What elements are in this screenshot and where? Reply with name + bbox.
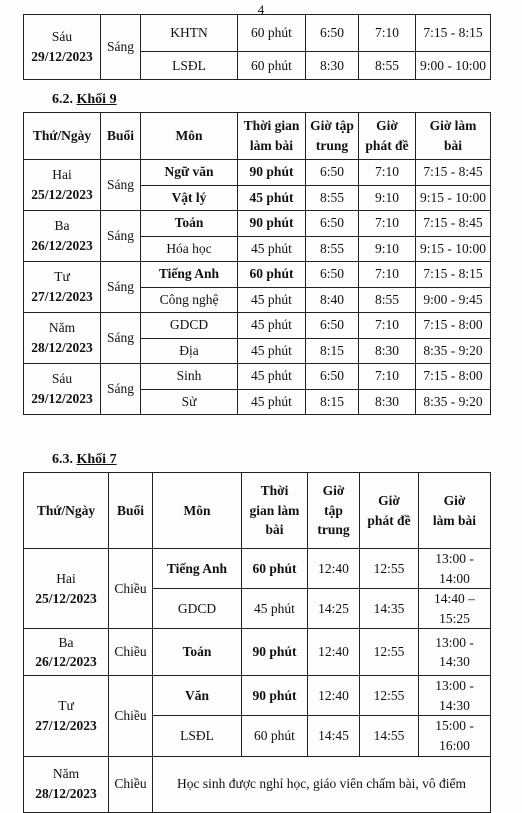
duration-cell: 90 phút: [242, 676, 308, 716]
header-subject: Môn: [141, 113, 238, 160]
duration-cell: 90 phút: [238, 160, 306, 186]
session-cell: Sáng: [101, 364, 141, 415]
subject-cell: Địa: [141, 338, 238, 364]
table-row: [24, 364, 491, 390]
day-name: Sáu: [51, 371, 73, 387]
exam-cell: 13:00 - 14:30: [419, 676, 491, 716]
day-date: 26/12/2023: [31, 238, 93, 253]
duration-cell: 45 phút: [238, 364, 306, 390]
day-date: 29/12/2023: [31, 391, 93, 406]
session-cell: Sáng: [101, 211, 141, 262]
subject-cell: GDCD: [153, 589, 242, 629]
day-name: Hai: [52, 167, 72, 183]
subject-cell: Sinh: [141, 364, 238, 390]
day-date: 28/12/2023: [35, 786, 97, 801]
issue-cell: 8:55: [359, 287, 416, 313]
subject-cell: Toán: [141, 211, 238, 237]
day-date: 26/12/2023: [35, 654, 97, 670]
exam-cell: 13:00 - 14:30: [419, 629, 491, 676]
gather-cell: 8:55: [306, 185, 359, 211]
subject-cell: Văn: [153, 676, 242, 716]
day-date: 27/12/2023: [31, 289, 93, 304]
top-schedule-table: [23, 14, 491, 80]
session-cell: Sáng: [101, 313, 141, 364]
section-heading-khoi-9: 6.2. Khối 9: [52, 92, 117, 107]
gather-cell: 8:30: [306, 52, 359, 80]
subject-cell: Ngữ văn: [141, 160, 238, 186]
gather-cell: 6:50: [306, 160, 359, 186]
gather-cell: 8:40: [306, 287, 359, 313]
header-issue: Giờ phát đề: [360, 473, 419, 549]
gather-cell: 6:50: [306, 262, 359, 288]
issue-cell: 8:30: [359, 389, 416, 415]
duration-cell: 45 phút: [238, 338, 306, 364]
gather-cell: 12:40: [308, 629, 360, 676]
table-row: [24, 676, 491, 716]
issue-cell: 12:55: [360, 629, 419, 676]
issue-cell: 8:30: [359, 338, 416, 364]
day-cell: [24, 676, 109, 756]
day-cell: [24, 211, 101, 262]
khoi-7-schedule-table: [23, 472, 491, 813]
duration-cell: 90 phút: [238, 211, 306, 237]
exam-cell: 9:00 - 9:45: [416, 287, 491, 313]
header-gather: Giờ tập trung: [306, 113, 359, 160]
section-heading-khoi-7: 6.3. Khối 7: [52, 452, 117, 467]
gather-cell: 6:50: [306, 364, 359, 390]
exam-cell: 7:15 - 8:45: [416, 211, 491, 237]
issue-cell: 9:10: [359, 185, 416, 211]
day-cell: Sáu 29/12/2023: [24, 15, 101, 80]
duration-cell: 60 phút: [238, 262, 306, 288]
day-date: 28/12/2023: [31, 340, 93, 355]
gather-cell: 6:50: [306, 15, 359, 52]
table-row: [24, 211, 491, 237]
subject-cell: Toán: [153, 629, 242, 676]
table-row: [24, 15, 491, 52]
exam-cell: 9:15 - 10:00: [416, 236, 491, 262]
header-row: [24, 473, 491, 549]
duration-cell: 60 phút: [238, 52, 306, 80]
session-cell: Sáng: [101, 15, 141, 80]
day-name: Tư: [58, 698, 74, 714]
duration-cell: 45 phút: [238, 236, 306, 262]
gather-cell: 8:55: [306, 236, 359, 262]
gather-cell: 14:45: [308, 716, 360, 756]
issue-cell: 9:10: [359, 236, 416, 262]
issue-cell: 14:35: [360, 589, 419, 629]
exam-cell: 7:15 - 8:00: [416, 313, 491, 339]
day-cell: [24, 160, 101, 211]
duration-cell: 45 phút: [242, 589, 308, 629]
day-cell: [24, 364, 101, 415]
duration-cell: 60 phút: [238, 15, 306, 52]
duration-cell: 45 phút: [238, 287, 306, 313]
session-cell: Chiều: [109, 549, 153, 629]
table-row: [24, 629, 491, 676]
exam-cell: 13:00 - 14:00: [419, 549, 491, 589]
gather-cell: 8:15: [306, 338, 359, 364]
day-name: Ba: [54, 218, 70, 234]
exam-cell: 9:00 - 10:00: [416, 52, 491, 80]
table-row: [24, 756, 491, 812]
subject-cell: Tiếng Anh: [153, 549, 242, 589]
gather-cell: 12:40: [308, 549, 360, 589]
subject-cell: LSĐL: [141, 52, 238, 80]
duration-cell: 90 phút: [242, 629, 308, 676]
issue-cell: 12:55: [360, 549, 419, 589]
table-row: [24, 160, 491, 186]
subject-cell: GDCD: [141, 313, 238, 339]
issue-cell: 14:55: [360, 716, 419, 756]
table-row: [24, 549, 491, 589]
subject-cell: Vật lý: [141, 185, 238, 211]
issue-cell: 7:10: [359, 211, 416, 237]
day-date: 25/12/2023: [31, 187, 93, 202]
day-cell: [24, 313, 101, 364]
issue-cell: 7:10: [359, 262, 416, 288]
table-row: [24, 313, 491, 339]
gather-cell: 6:50: [306, 211, 359, 237]
session-cell: Sáng: [101, 262, 141, 313]
header-session: Buổi: [109, 473, 153, 549]
issue-cell: 7:10: [359, 160, 416, 186]
duration-cell: 45 phút: [238, 313, 306, 339]
subject-cell: Hóa học: [141, 236, 238, 262]
header-session: Buổi: [101, 113, 141, 160]
day-name: Tư: [54, 269, 70, 285]
duration-cell: 45 phút: [238, 389, 306, 415]
exam-cell: 14:40 – 15:25: [419, 589, 491, 629]
day-cell: [24, 629, 109, 676]
table-row: [24, 262, 491, 288]
page-number: 4: [257, 2, 265, 17]
session-cell: Sáng: [101, 160, 141, 211]
day-name: Ba: [58, 634, 74, 650]
exam-cell: 8:35 - 9:20: [416, 389, 491, 415]
issue-cell: 7:10: [359, 364, 416, 390]
duration-cell: 60 phút: [242, 716, 308, 756]
day-cell: [24, 549, 109, 629]
gather-cell: 6:50: [306, 313, 359, 339]
exam-cell: 7:15 - 8:00: [416, 364, 491, 390]
header-day: Thứ/Ngày: [24, 113, 101, 160]
header-row: [24, 113, 491, 160]
gather-cell: 14:25: [308, 589, 360, 629]
header-exam: Giờ làm bài: [419, 473, 491, 549]
header-issue: Giờ phát đề: [359, 113, 416, 160]
gather-cell: 12:40: [308, 676, 360, 716]
header-day: Thứ/Ngày: [24, 473, 109, 549]
exam-cell: 7:15 - 8:15: [416, 15, 491, 52]
day-cell: [24, 262, 101, 313]
khoi-9-schedule-table: [23, 112, 491, 415]
day-name: Hai: [56, 571, 76, 587]
exam-cell: 8:35 - 9:20: [416, 338, 491, 364]
session-cell: Chiều: [109, 629, 153, 676]
duration-cell: 45 phút: [238, 185, 306, 211]
issue-cell: 8:55: [359, 52, 416, 80]
issue-cell: 7:10: [359, 313, 416, 339]
issue-cell: 7:10: [359, 15, 416, 52]
day-name: Năm: [48, 320, 76, 336]
subject-cell: Tiếng Anh: [141, 262, 238, 288]
day-name: Năm: [52, 766, 80, 782]
exam-cell: 7:15 - 8:15: [416, 262, 491, 288]
session-cell: Chiều: [109, 676, 153, 756]
header-duration: Thời gian làm bài: [238, 113, 306, 160]
subject-cell: Công nghệ: [141, 287, 238, 313]
session-cell: Chiều: [109, 756, 153, 812]
exam-cell: 15:00 - 16:00: [419, 716, 491, 756]
header-gather: Giờ tập trung: [308, 473, 360, 549]
subject-cell: KHTN: [141, 15, 238, 52]
duration-cell: 60 phút: [242, 549, 308, 589]
header-subject: Môn: [153, 473, 242, 549]
day-date: 25/12/2023: [35, 590, 97, 606]
day-date: 27/12/2023: [35, 717, 97, 733]
issue-cell: 12:55: [360, 676, 419, 716]
gather-cell: 8:15: [306, 389, 359, 415]
subject-cell: LSĐL: [153, 716, 242, 756]
exam-cell: 9:15 - 10:00: [416, 185, 491, 211]
header-duration: Thời gian làm bài: [242, 473, 308, 549]
note-cell: Học sinh được nghỉ học, giáo viên chấm bài, vô điểm: [153, 756, 491, 812]
day-cell: [24, 756, 109, 812]
exam-cell: 7:15 - 8:45: [416, 160, 491, 186]
subject-cell: Sử: [141, 389, 238, 415]
header-exam: Giờ làm bài: [416, 113, 491, 160]
